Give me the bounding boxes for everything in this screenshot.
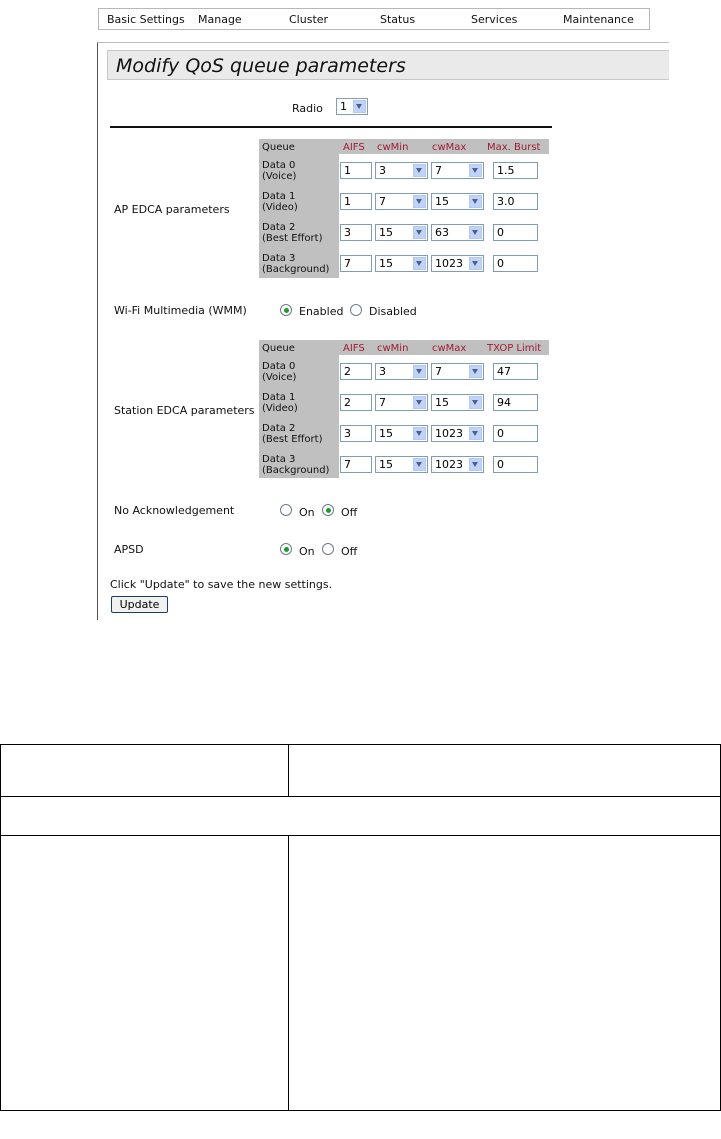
station-queue-name: Data 0 (Voice) <box>262 361 297 383</box>
ap-header-cwmax: cwMax <box>432 142 467 153</box>
top-nav <box>98 8 650 30</box>
ap-cwmax-select[interactable] <box>431 224 484 241</box>
no-ack-on-radio[interactable] <box>280 504 292 516</box>
station-txop-limit-input[interactable]: 0 <box>493 456 538 473</box>
station-txop-limit-input[interactable]: 47 <box>493 363 538 380</box>
content-frame <box>97 42 669 620</box>
ap-cwmin-select[interactable] <box>375 193 428 210</box>
station-header-queue: Queue <box>262 343 295 354</box>
station-aifs-input[interactable]: 7 <box>340 456 372 473</box>
station-cwmax-value: 15 <box>435 396 449 409</box>
ap-queue-name: Data 1 (Video) <box>262 191 298 213</box>
ap-cwmin-value: 7 <box>379 195 386 208</box>
station-queue-name: Data 3 (Background) <box>262 454 330 476</box>
chevron-down-icon <box>469 257 482 270</box>
doc-table-rule-1 <box>0 796 721 797</box>
chevron-down-icon <box>469 226 482 239</box>
chevron-down-icon <box>413 365 426 378</box>
nav-basic-settings[interactable]: Basic Settings <box>107 13 185 26</box>
ap-max-burst-input[interactable]: 3.0 <box>493 193 538 210</box>
station-header-cwmin: cwMin <box>377 343 409 354</box>
ap-aifs-input[interactable]: 7 <box>340 255 372 272</box>
chevron-down-icon <box>413 427 426 440</box>
station-cwmin-value: 3 <box>379 365 386 378</box>
chevron-down-icon <box>413 257 426 270</box>
station-cwmax-value: 1023 <box>435 458 463 471</box>
chevron-down-icon <box>413 458 426 471</box>
chevron-down-icon <box>469 427 482 440</box>
nav-status[interactable]: Status <box>380 13 416 26</box>
chevron-down-icon <box>413 195 426 208</box>
ap-cwmax-value: 15 <box>435 195 449 208</box>
wmm-enabled-radio[interactable] <box>280 304 292 316</box>
apsd-on-label: On <box>299 545 315 558</box>
ap-cwmin-value: 3 <box>379 164 386 177</box>
station-cwmin-select[interactable] <box>375 425 428 442</box>
chevron-down-icon <box>353 100 366 113</box>
station-cwmin-select[interactable] <box>375 363 428 380</box>
apsd-on-radio[interactable] <box>280 543 292 555</box>
radio-label: Radio <box>292 102 323 115</box>
station-queue-name: Data 1 (Video) <box>262 392 298 414</box>
station-aifs-input[interactable]: 2 <box>340 394 372 411</box>
doc-table-col-bottom <box>288 835 289 1111</box>
wmm-label: Wi-Fi Multimedia (WMM) <box>114 304 247 317</box>
ap-cwmax-select[interactable] <box>431 255 484 272</box>
chevron-down-icon <box>469 365 482 378</box>
station-cwmax-select[interactable] <box>431 394 484 411</box>
nav-manage[interactable]: Manage <box>198 13 242 26</box>
radio-select[interactable] <box>336 98 368 115</box>
station-cwmin-value: 7 <box>379 396 386 409</box>
ap-cwmax-select[interactable] <box>431 193 484 210</box>
station-header-txop-limit: TXOP Limit <box>487 343 542 354</box>
ap-max-burst-input[interactable]: 0 <box>493 255 538 272</box>
station-aifs-input[interactable]: 2 <box>340 363 372 380</box>
station-cwmax-select[interactable] <box>431 363 484 380</box>
ap-cwmax-select[interactable] <box>431 162 484 179</box>
ap-cwmax-value: 7 <box>435 164 442 177</box>
station-aifs-input[interactable]: 3 <box>340 425 372 442</box>
no-ack-off-label: Off <box>341 506 358 519</box>
ap-queue-name: Data 3 (Background) <box>262 253 330 275</box>
no-ack-on-label: On <box>299 506 315 519</box>
doc-table-rule-2 <box>0 835 721 836</box>
ap-cwmin-select[interactable] <box>375 224 428 241</box>
ap-cwmin-value: 15 <box>379 257 393 270</box>
ap-header-cwmin: cwMin <box>377 142 409 153</box>
ap-aifs-input[interactable]: 1 <box>340 193 372 210</box>
chevron-down-icon <box>469 396 482 409</box>
no-ack-off-radio[interactable] <box>322 504 334 516</box>
station-cwmin-select[interactable] <box>375 456 428 473</box>
station-header-aifs: AIFS <box>343 343 365 354</box>
title-bar <box>107 50 669 80</box>
ap-max-burst-input[interactable]: 1.5 <box>493 162 538 179</box>
apsd-off-radio[interactable] <box>322 543 334 555</box>
chevron-down-icon <box>413 396 426 409</box>
ap-queue-name: Data 0 (Voice) <box>262 160 297 182</box>
ap-edca-label: AP EDCA parameters <box>114 203 230 216</box>
divider <box>110 126 552 128</box>
doc-table-col-top <box>288 744 289 796</box>
ap-aifs-input[interactable]: 3 <box>340 224 372 241</box>
ap-header-aifs: AIFS <box>343 142 365 153</box>
station-txop-limit-input[interactable]: 0 <box>493 425 538 442</box>
station-cwmin-value: 15 <box>379 458 393 471</box>
chevron-down-icon <box>413 164 426 177</box>
station-cwmin-select[interactable] <box>375 394 428 411</box>
station-txop-limit-input[interactable]: 94 <box>493 394 538 411</box>
radio-select-value: 1 <box>340 100 347 113</box>
station-cwmax-select[interactable] <box>431 425 484 442</box>
update-button[interactable]: Update <box>111 596 168 613</box>
doc-table <box>0 744 721 1111</box>
chevron-down-icon <box>469 195 482 208</box>
station-cwmax-select[interactable] <box>431 456 484 473</box>
nav-services[interactable]: Services <box>471 13 518 26</box>
station-cwmin-value: 15 <box>379 427 393 440</box>
station-header-cwmax: cwMax <box>432 343 467 354</box>
ap-max-burst-input[interactable]: 0 <box>493 224 538 241</box>
station-cwmax-value: 1023 <box>435 427 463 440</box>
ap-cwmin-select[interactable] <box>375 162 428 179</box>
chevron-down-icon <box>413 226 426 239</box>
page-title: Modify QoS queue parameters <box>116 55 406 77</box>
chevron-down-icon <box>469 458 482 471</box>
ap-cwmax-value: 1023 <box>435 257 463 270</box>
wmm-disabled-label: Disabled <box>369 305 417 318</box>
station-queue-name: Data 2 (Best Effort) <box>262 423 323 445</box>
apsd-off-label: Off <box>341 545 358 558</box>
no-ack-label: No Acknowledgement <box>114 504 235 517</box>
station-cwmax-value: 7 <box>435 365 442 378</box>
ap-header-max-burst: Max. Burst <box>487 142 541 153</box>
ap-aifs-input[interactable]: 1 <box>340 162 372 179</box>
nav-maintenance[interactable]: Maintenance <box>563 13 634 26</box>
ap-header-queue: Queue <box>262 142 295 153</box>
update-hint: Click "Update" to save the new settings. <box>110 578 333 591</box>
chevron-down-icon <box>469 164 482 177</box>
ap-cwmin-select[interactable] <box>375 255 428 272</box>
wmm-disabled-radio[interactable] <box>350 304 362 316</box>
ap-cwmax-value: 63 <box>435 226 449 239</box>
wmm-enabled-label: Enabled <box>299 305 344 318</box>
apsd-label: APSD <box>114 543 144 556</box>
station-edca-label: Station EDCA parameters <box>114 404 255 417</box>
nav-cluster[interactable]: Cluster <box>289 13 329 26</box>
ap-queue-name: Data 2 (Best Effort) <box>262 222 323 244</box>
ap-cwmin-value: 15 <box>379 226 393 239</box>
